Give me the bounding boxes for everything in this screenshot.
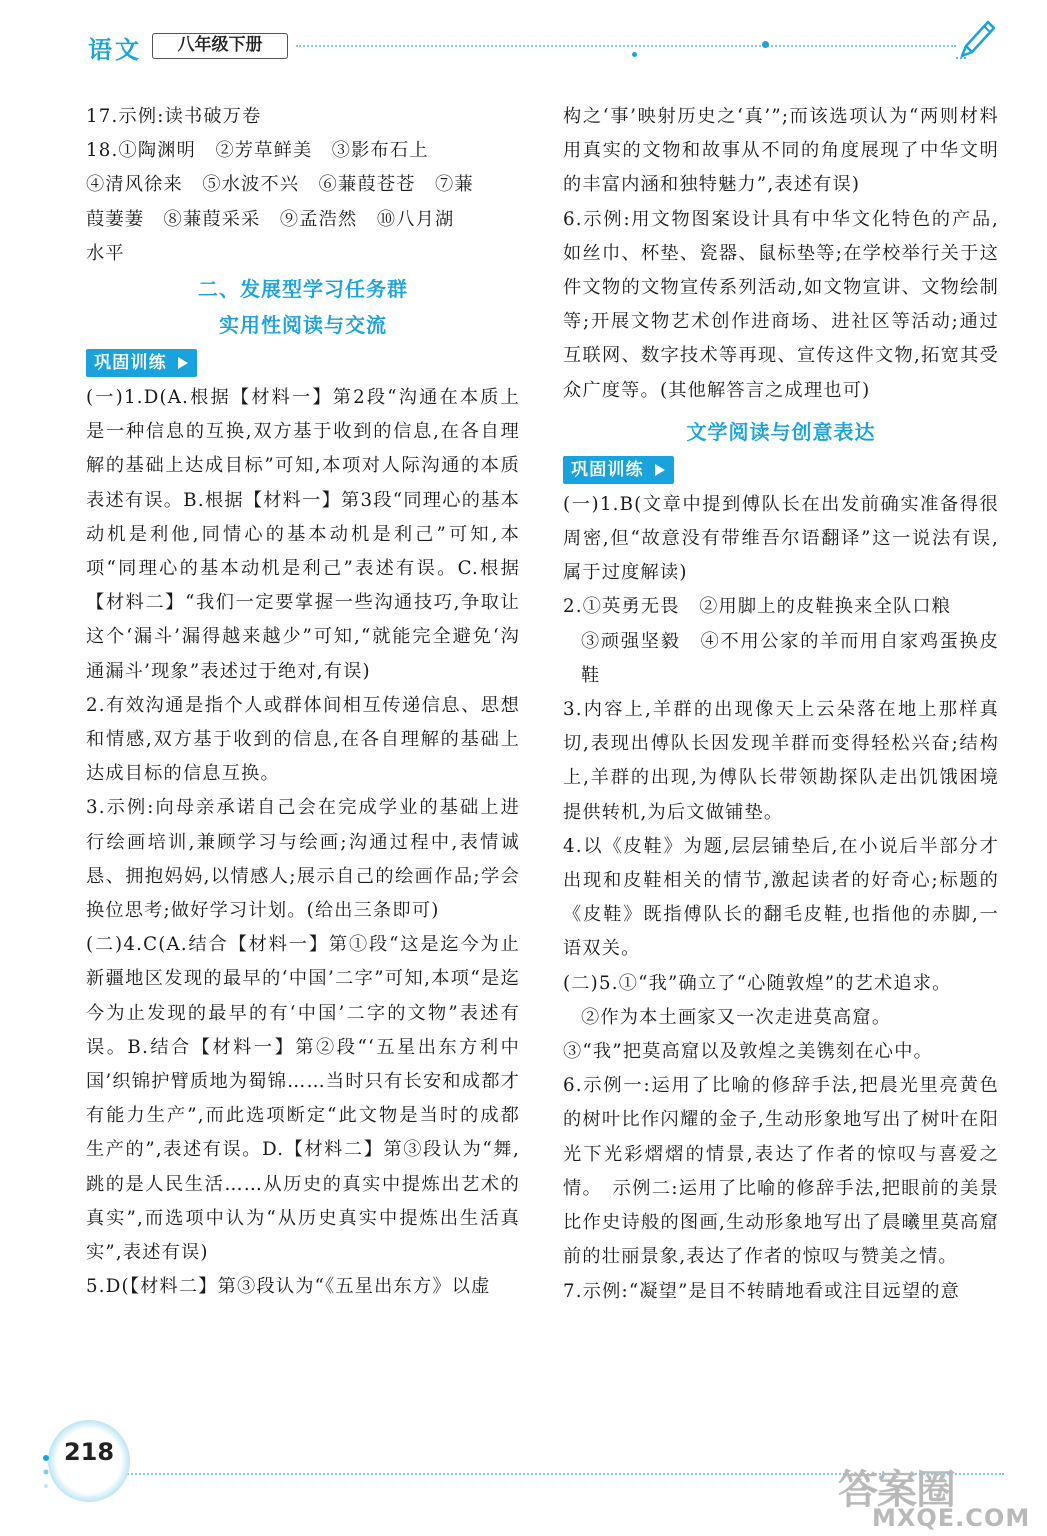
literary-answer-2-line2: ③顽强坚毅 ④不用公家的羊而用自家鸡蛋换皮鞋 <box>581 630 999 686</box>
practice-tag <box>563 456 674 484</box>
page-number: 218 <box>63 1438 115 1466</box>
answer-5-cont: 构之‘事’映射历史之‘真’”;而该选项认为“两则材料用真实的文物和故事从不同的角度展现了中华文明的丰富内涵和独特魅力”,表述有误) <box>563 106 999 196</box>
literary-answer-4: 4.以《皮鞋》为题,层层铺垫后,在小说后半部分才出现和皮鞋相关的情节,激起读者的好奇心;标题的《皮鞋》既指傅队长的翻毛皮鞋,也指他的赤脚,一语双关。 <box>563 835 999 960</box>
answer-3: 3.示例:向母亲承诺自己会在完成学业的基础上进行绘画培训,兼顾学习与绘画;沟通过程中,表情诚恳、拥抱妈妈,以情感人;展示自己的绘画作品;学会换位思考;做好学习计划。(给出三条即可) <box>86 797 520 922</box>
practice-tag <box>86 349 197 377</box>
page-header <box>0 0 1047 70</box>
grade-label: 八年级下册 <box>152 33 288 59</box>
literary-answer-7-start: 7.示例:“凝望”是目不转睛地看或注目远望的意 <box>563 1280 961 1302</box>
section-subtitle: 实用性阅读与交流 <box>219 313 387 338</box>
answer-18-line2: ④清风徐来 ⑤水波不兴 ⑥蒹葭苍苍 ⑦蒹 <box>86 174 474 196</box>
section-title: 二、发展型学习任务群 <box>198 277 408 302</box>
pen-icon <box>952 16 1000 60</box>
literary-answer-5-line3: ③“我”把莫高窟以及敦煌之美镌刻在心中。 <box>563 1041 933 1063</box>
literary-answer-5-line1: (二)5.①“我”确立了“心随敦煌”的艺术追求。 <box>563 972 952 994</box>
literary-answer-2-line1: 2.①英勇无畏 ②用脚上的皮鞋换来全队口粮 <box>563 596 952 618</box>
literary-answer-3: 3.内容上,羊群的出现像天上云朵落在地上那样真切,表现出傅队长因发现羊群而变得轻松兴奋;结构上,羊群的出现,为傅队长带领勘探队走出饥饿困境提供转机,为后文做铺垫。 <box>563 699 999 823</box>
left-column <box>86 100 520 1305</box>
practice-tag-label: 巩固训练 <box>94 353 167 374</box>
answer-4: (二)4.C(A.结合【材料一】第①段“这是迄今为止新疆地区发现的最早的‘中国’二字”可知,本项“是迄今为止发现的最早的有‘中国’二字的文物”表述有误。B.结合【材料一】第②段“‘五星出东方利中国’织锦护臂质地为蜀锦……当时只有长安和成都才有能力生产”,而此选项断定“此文物是当时的成都生产的”,表述有误。D.【材料二】第③段认为“舞,跳的是人民生活……从历史的真实中提炼出艺术的真实”,而选项中认为“从历史真实中提炼出生活真实”,表述有误) <box>86 934 520 1264</box>
answer-5-start: 5.D(【材料二】第③段认为“《五星出东方》以虚 <box>86 1276 491 1298</box>
header-dot <box>762 41 769 48</box>
literary-answer-6: 6.示例一:运用了比喻的修辞手法,把晨光里亮黄色的树叶比作闪耀的金子,生动形象地写出了树叶在阳光下光彩熠熠的情景,表达了作者的惊叹与喜爱之情。 示例二:运用了比喻的修辞手法,把眼前的美景比作史诗般的图画,生动形象地写出了晨曦里莫高窟前的壮丽景象,表达了作者的惊叹与赞美之情。 <box>563 1075 999 1268</box>
answer-2: 2.有效沟通是指个人或群体间相互传递信息、思想和情感,双方基于收到的信息,在各自理解的基础上达成目标的信息互换。 <box>86 694 520 785</box>
play-arrow-icon <box>655 464 665 476</box>
header-dotted-line <box>296 45 956 47</box>
answer-1: (一)1.D(A.根据【材料一】第2段“沟通在本质上是一种信息的互换,双方基于收到的信息,在各自理解的基础上达成目标”可知,本项对人际沟通的本质表述有误。B.根据【材料一】第3段“同理心的基本动机是利他,同情心的基本动机是利己”可知,本项“同理心的基本动机是利己”表述有误。C.根据【材料二】“我们一定要掌握一些沟通技巧,争取让这个‘漏斗’漏得越来越少”可知,“就能完全避免‘沟通漏斗’现象”表述过于绝对,有误) <box>86 387 520 682</box>
header-dot <box>632 52 637 57</box>
answer-18-line3: 葭萋萋 ⑧蒹葭采采 ⑨孟浩然 ⑩八月湖 <box>86 208 455 230</box>
watermark-url: MXQE.COM <box>872 1504 1031 1532</box>
literary-answer-5-line2: ②作为本土画家又一次走进莫高窟。 <box>581 1006 892 1028</box>
practice-tag-label: 巩固训练 <box>571 459 644 480</box>
literary-answer-1: (一)1.B(文章中提到傅队长在出发前确实准备得很周密,但“故意没有带维吾尔语翻译”这一说法有误,属于过度解读) <box>563 493 999 584</box>
decorative-dots-icon <box>40 1452 52 1502</box>
subject-label: 语文 <box>88 36 142 64</box>
play-arrow-icon <box>178 357 188 369</box>
right-column <box>563 100 999 1309</box>
section-title: 文学阅读与创意表达 <box>686 419 876 444</box>
answer-18-line4: 水平 <box>86 242 125 264</box>
answer-17: 17.示例:读书破万卷 <box>86 106 262 127</box>
answer-6: 6.示例:用文物图案设计具有中华文化特色的产品,如丝巾、杯垫、瓷器、鼠标垫等;在学校举行关于这件文物的文物宣传系列活动,如文物宣讲、文物绘制等;开展文物艺术创作进商场、进社区等活动;通过互联网、数字技术等再现、宣传这件文物,拓宽其受众广度等。(其他解答言之成理也可) <box>563 208 999 401</box>
watermark-logo <box>828 1458 1031 1532</box>
answer-18-line1: 18.①陶渊明 ②芳草鲜美 ③影布石上 <box>86 140 429 162</box>
watermark-text: 答案圈 <box>838 1467 955 1513</box>
